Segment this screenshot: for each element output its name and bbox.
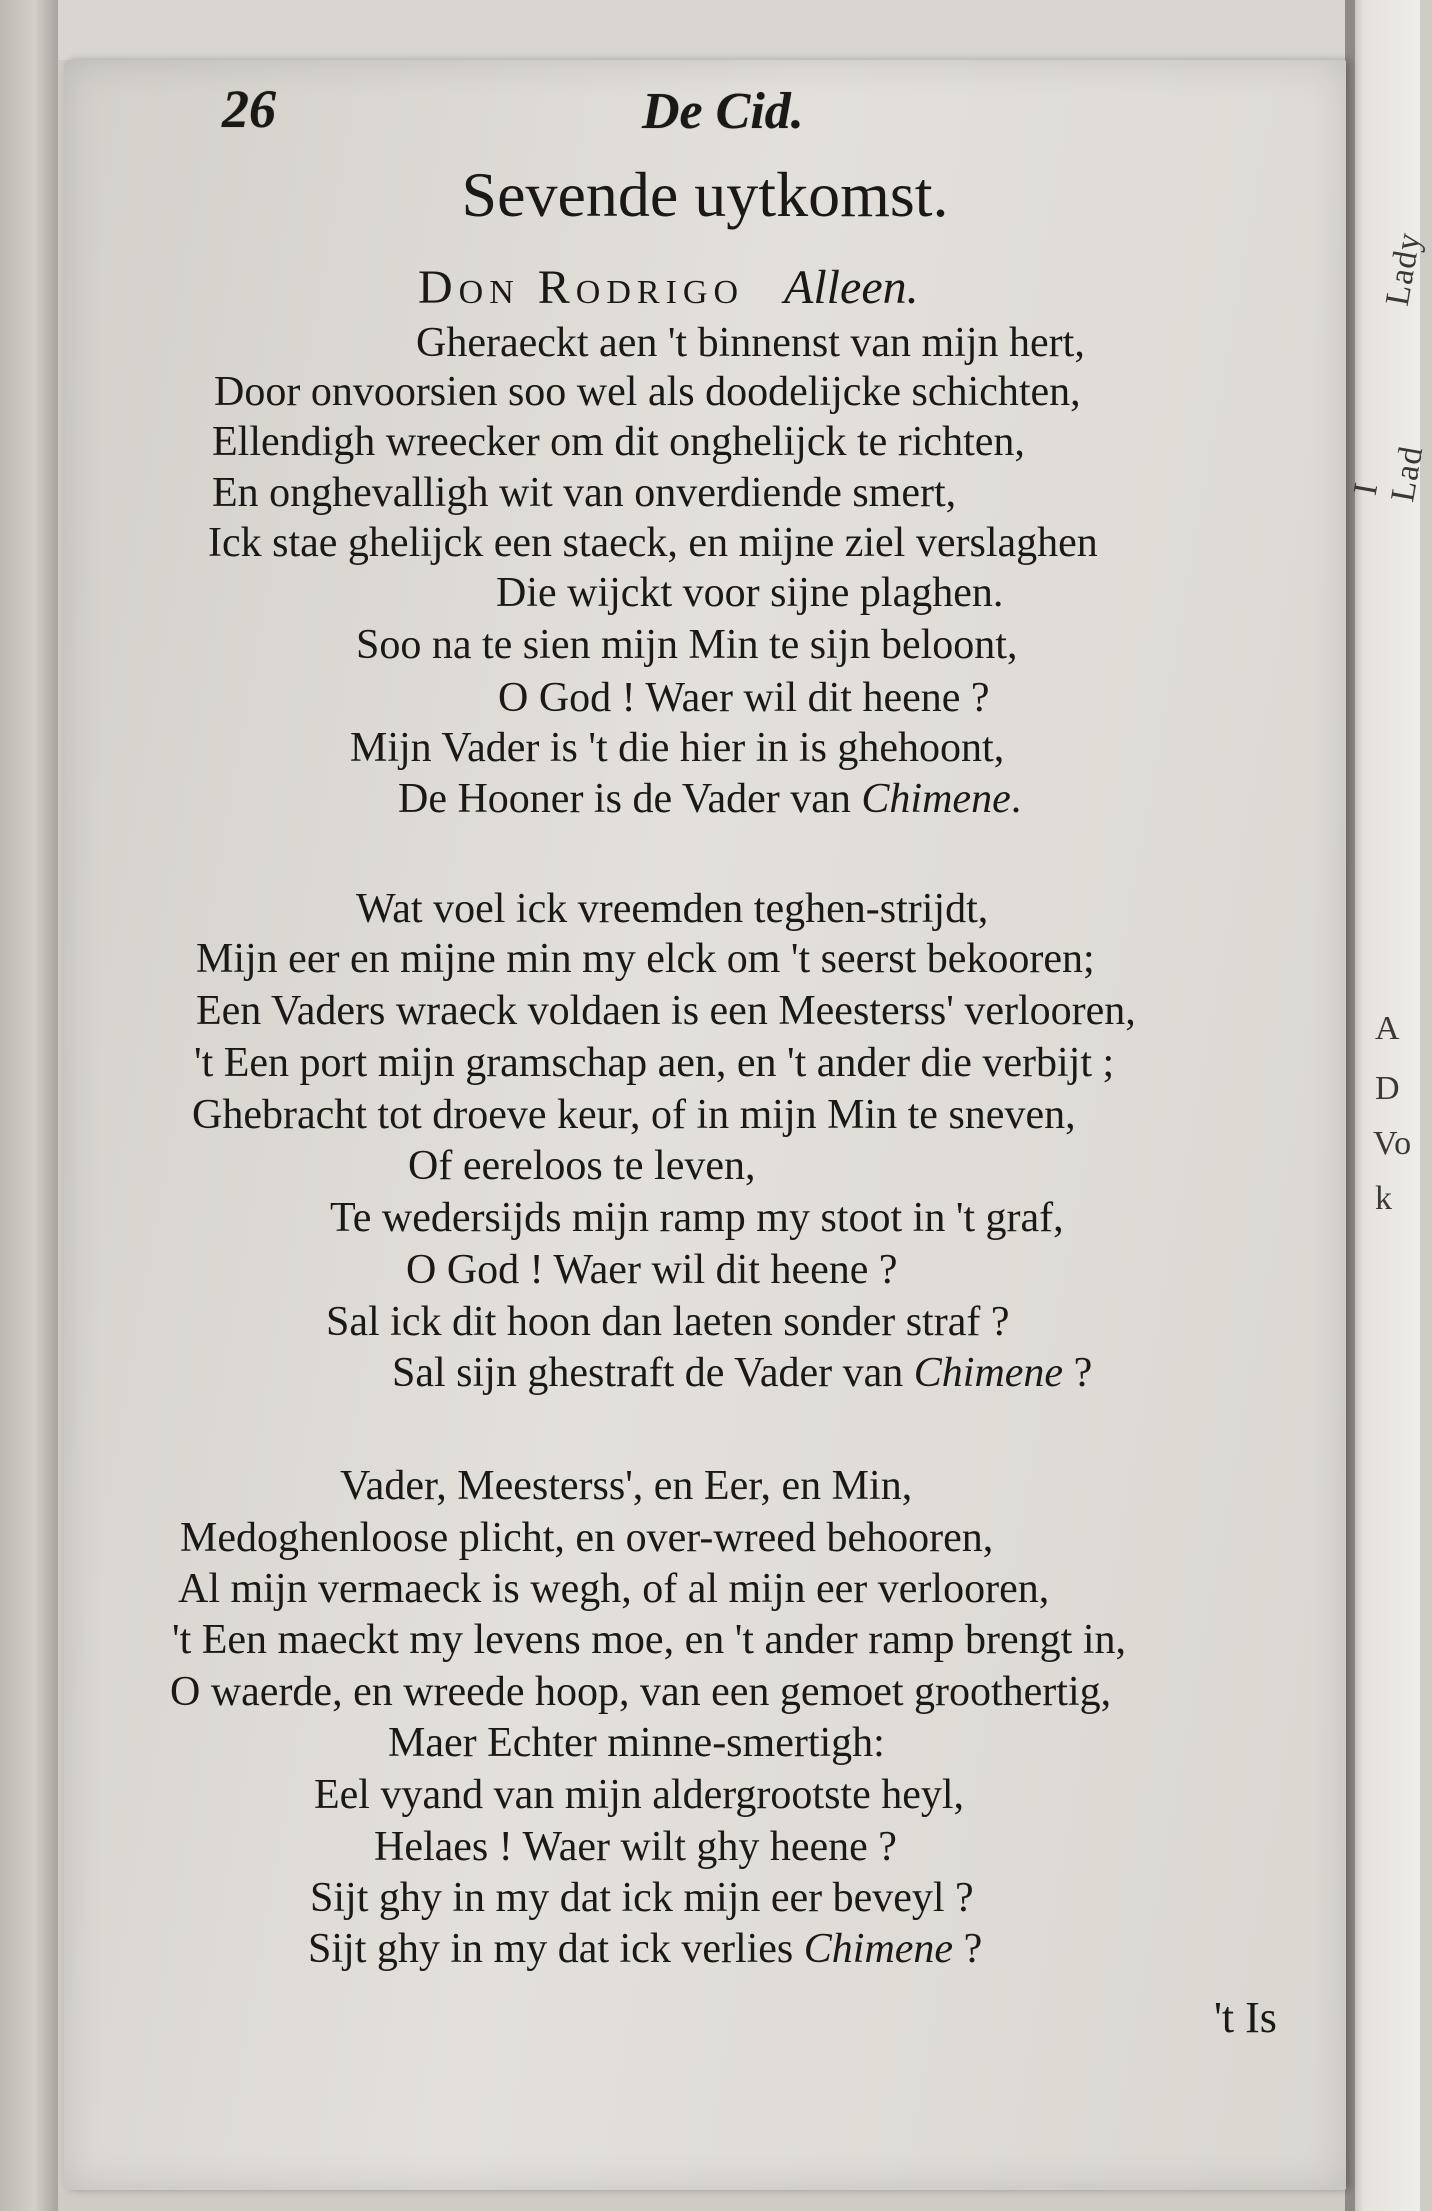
book-gutter xyxy=(1345,0,1355,2211)
adjacent-fragment: D xyxy=(1375,1070,1401,1107)
verse-line: Wat voel ick vreemden teghen-strijdt, xyxy=(356,886,989,932)
verse-line: O God ! Waer wil dit heene ? xyxy=(406,1247,898,1293)
verse-line: Soo na te sien mijn Min te sijn beloont, xyxy=(356,622,1018,668)
verse-line: O God ! Waer wil dit heene ? xyxy=(498,675,990,721)
adjacent-page xyxy=(1345,0,1431,2211)
running-title: De Cid. xyxy=(642,83,804,140)
stage-direction: Alleen. xyxy=(784,261,919,314)
adjacent-fragment: A xyxy=(1375,1010,1401,1047)
verse-line: Sijt ghy in my dat ick verlies Chimene ? xyxy=(308,1926,983,1972)
adjacent-fragment: Vo xyxy=(1373,1125,1413,1162)
verse-line: Ellendigh wreecker om dit onghelijck te richten, xyxy=(212,419,1025,465)
verse-line: Ghebracht tot droeve keur, of in mijn Min te sneven, xyxy=(192,1092,1076,1138)
adjacent-fragment: I Lad xyxy=(1346,443,1431,505)
book-page xyxy=(64,60,1346,2190)
verse-line: Mijn Vader is 't die hier in is ghehoont, xyxy=(350,725,1005,771)
verse-line: Door onvoorsien soo wel als doodelijcke schichten, xyxy=(214,369,1081,415)
verse-line: Vader, Meesterss', en Eer, en Min, xyxy=(340,1463,913,1509)
verse-line: Mijn eer en mijne min my elck om 't seerst bekooren; xyxy=(196,936,1095,982)
speaker-line xyxy=(418,260,919,315)
verse-line: 't Een port mijn gramschap aen, en 't ander die verbijt ; xyxy=(194,1040,1115,1086)
verse-line: Te wedersijds mijn ramp my stoot in 't graf, xyxy=(330,1195,1064,1241)
verse-line: Gheraeckt aen 't binnenst van mijn hert, xyxy=(416,320,1085,366)
verse-line: Medoghenloose plicht, en over-wreed behooren, xyxy=(180,1515,994,1561)
catchword: 't Is xyxy=(1214,1993,1277,2042)
verse-line: 't Een maeckt my levens moe, en 't ander ramp brengt in, xyxy=(172,1617,1126,1663)
verse-line: Die wijckt voor sijne plaghen. xyxy=(496,570,1004,616)
speaker-name: Don Rodrigo xyxy=(418,261,745,314)
verse-line: O waerde, en wreede hoop, van een gemoet groothertig, xyxy=(170,1669,1112,1715)
verse-line: Maer Echter minne-smertigh: xyxy=(388,1720,885,1766)
page-number: 26 xyxy=(222,79,276,139)
scene-title: Sevende uytkomst. xyxy=(461,159,949,230)
adjacent-fragment: Lady xyxy=(1378,229,1429,309)
verse-line: Een Vaders wraeck voldaen is een Meesterss' verlooren, xyxy=(196,988,1136,1034)
verse-line: De Hooner is de Vader van Chimene. xyxy=(398,776,1022,822)
verse-line: Ick stae ghelijck een staeck, en mijne ziel verslaghen xyxy=(208,520,1098,566)
verse-line: Al mijn vermaeck is wegh, of al mijn eer verlooren, xyxy=(178,1566,1050,1612)
verse-line: Eel vyand van mijn aldergrootste heyl, xyxy=(314,1772,965,1818)
scan-background-top xyxy=(0,0,1420,60)
adjacent-fragment: k xyxy=(1375,1180,1393,1217)
verse-line: Helaes ! Waer wilt ghy heene ? xyxy=(374,1824,897,1870)
verse-line: Of eereloos te leven, xyxy=(408,1143,756,1189)
verse-line: Sal sijn ghestraft de Vader van Chimene ? xyxy=(392,1350,1093,1396)
verse-line: Sijt ghy in my dat ick mijn eer beveyl ? xyxy=(310,1875,974,1921)
verse-line: En onghevalligh wit van onverdiende smert, xyxy=(212,470,957,516)
verse-line: Sal ick dit hoon dan laeten sonder straf ? xyxy=(326,1299,1010,1345)
book-left-edge xyxy=(0,0,58,2211)
